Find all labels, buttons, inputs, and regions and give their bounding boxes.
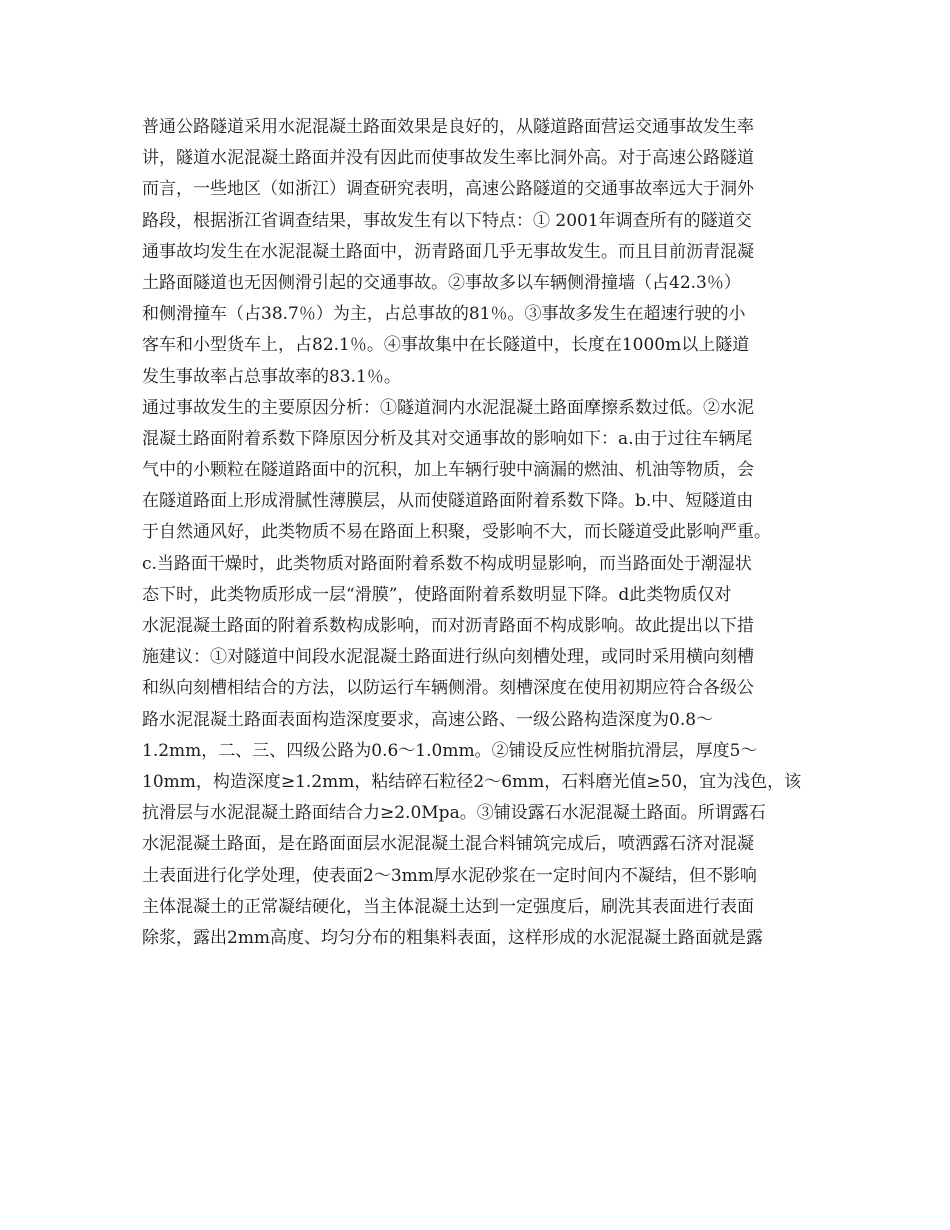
text-line: 土路面隧道也无因侧滑引起的交通事故。②事故多以车辆侧滑撞墙（占42.3％） <box>142 272 741 293</box>
text-line: 施建议：①对隧道中间段水泥混凝土路面进行纵向刻槽处理，或同时采用横向刻槽 <box>142 647 754 668</box>
text-line: 于自然通风好，此类物质不易在路面上积聚，受影响不大，而长隧道受此影响严重。 <box>142 522 771 543</box>
text-line: c.当路面干燥时，此类物质对路面附着系数不构成明显影响，而当路面处于潮湿状 <box>142 553 752 574</box>
text-line: 通过事故发生的主要原因分析：①隧道洞内水泥混凝土路面摩擦系数过低。②水泥 <box>142 397 754 418</box>
text-line: 路水泥混凝土路面表面构造深度要求，高速公路、一级公路构造深度为0.8～ <box>142 709 714 730</box>
text-line: 态下时，此类物质形成一层“滑膜”，使路面附着系数明显下降。d此类物质仅对 <box>142 584 732 605</box>
text-line: 普通公路隧道采用水泥混凝土路面效果是良好的，从隧道路面营运交通事故发生率 <box>142 117 754 137</box>
text-line: 路段，根据浙江省调查结果，事故发生有以下特点：① 2001年调查所有的隧道交 <box>142 210 752 231</box>
text-line: 10mm，构造深度≥1.2mm，粘结碎石粒径2～6mm，石料磨光值≥50，宜为浅色，该 <box>142 771 802 792</box>
text-line: 抗滑层与水泥混凝土路面结合力≥2.0Mpa。③铺设露石水泥混凝土路面。所谓露石 <box>142 803 766 824</box>
text-line: 和纵向刻槽相结合的方法，以防运行车辆侧滑。刻槽深度在使用初期应符合各级公 <box>142 678 754 699</box>
text-line: 1.2mm，二、三、四级公路为0.6～1.0mm。②铺设反应性树脂抗滑层，厚度5～ <box>142 740 758 761</box>
text-line: 除浆，露出2mm高度、均匀分布的粗集料表面，这样形成的水泥混凝土路面就是露 <box>142 927 764 948</box>
text-line: 而言，一些地区（如浙江）调查研究表明，高速公路隧道的交通事故率远大于洞外 <box>142 179 754 200</box>
text-line: 通事故均发生在水泥混凝土路面中，沥青路面几乎无事故发生。而且目前沥青混凝 <box>142 241 754 262</box>
text-line: 发生事故率占总事故率的83.1％。 <box>142 366 401 387</box>
text-line: 主体混凝土的正常凝结硬化，当主体混凝土达到一定强度后，刷洗其表面进行表面 <box>142 896 754 917</box>
text-line: 在隧道路面上形成滑腻性薄膜层，从而使隧道路面附着系数下降。b.中、短隧道由 <box>142 491 754 512</box>
text-line: 混凝土路面附着系数下降原因分析及其对交通事故的影响如下：a.由于过往车辆尾 <box>142 428 753 449</box>
text-line: 水泥混凝土路面的附着系数构成影响，而对沥青路面不构成影响。故此提出以下措 <box>142 616 754 636</box>
body-text <box>142 112 814 954</box>
text-line: 和侧滑撞车（占38.7％）为主，占总事故的81％。③事故多发生在超速行驶的小 <box>142 304 746 325</box>
text-line: 气中的小颗粒在隧道路面中的沉积，加上车辆行驶中滴漏的燃油、机油等物质，会 <box>142 460 754 481</box>
text-line: 水泥混凝土路面，是在路面面层水泥混凝土混合料铺筑完成后，喷洒露石济对混凝 <box>142 834 754 855</box>
text-line: 讲，隧道水泥混凝土路面并没有因此而使事故发生率比洞外高。对于高速公路隧道 <box>142 148 754 169</box>
text-line: 土表面进行化学处理，使表面2～3mm厚水泥砂浆在一定时间内不凝结，但不影响 <box>142 865 757 886</box>
text-line: 客车和小型货车上，占82.1％。④事故集中在长隧道中，长度在1000m以上隧道 <box>142 335 750 356</box>
